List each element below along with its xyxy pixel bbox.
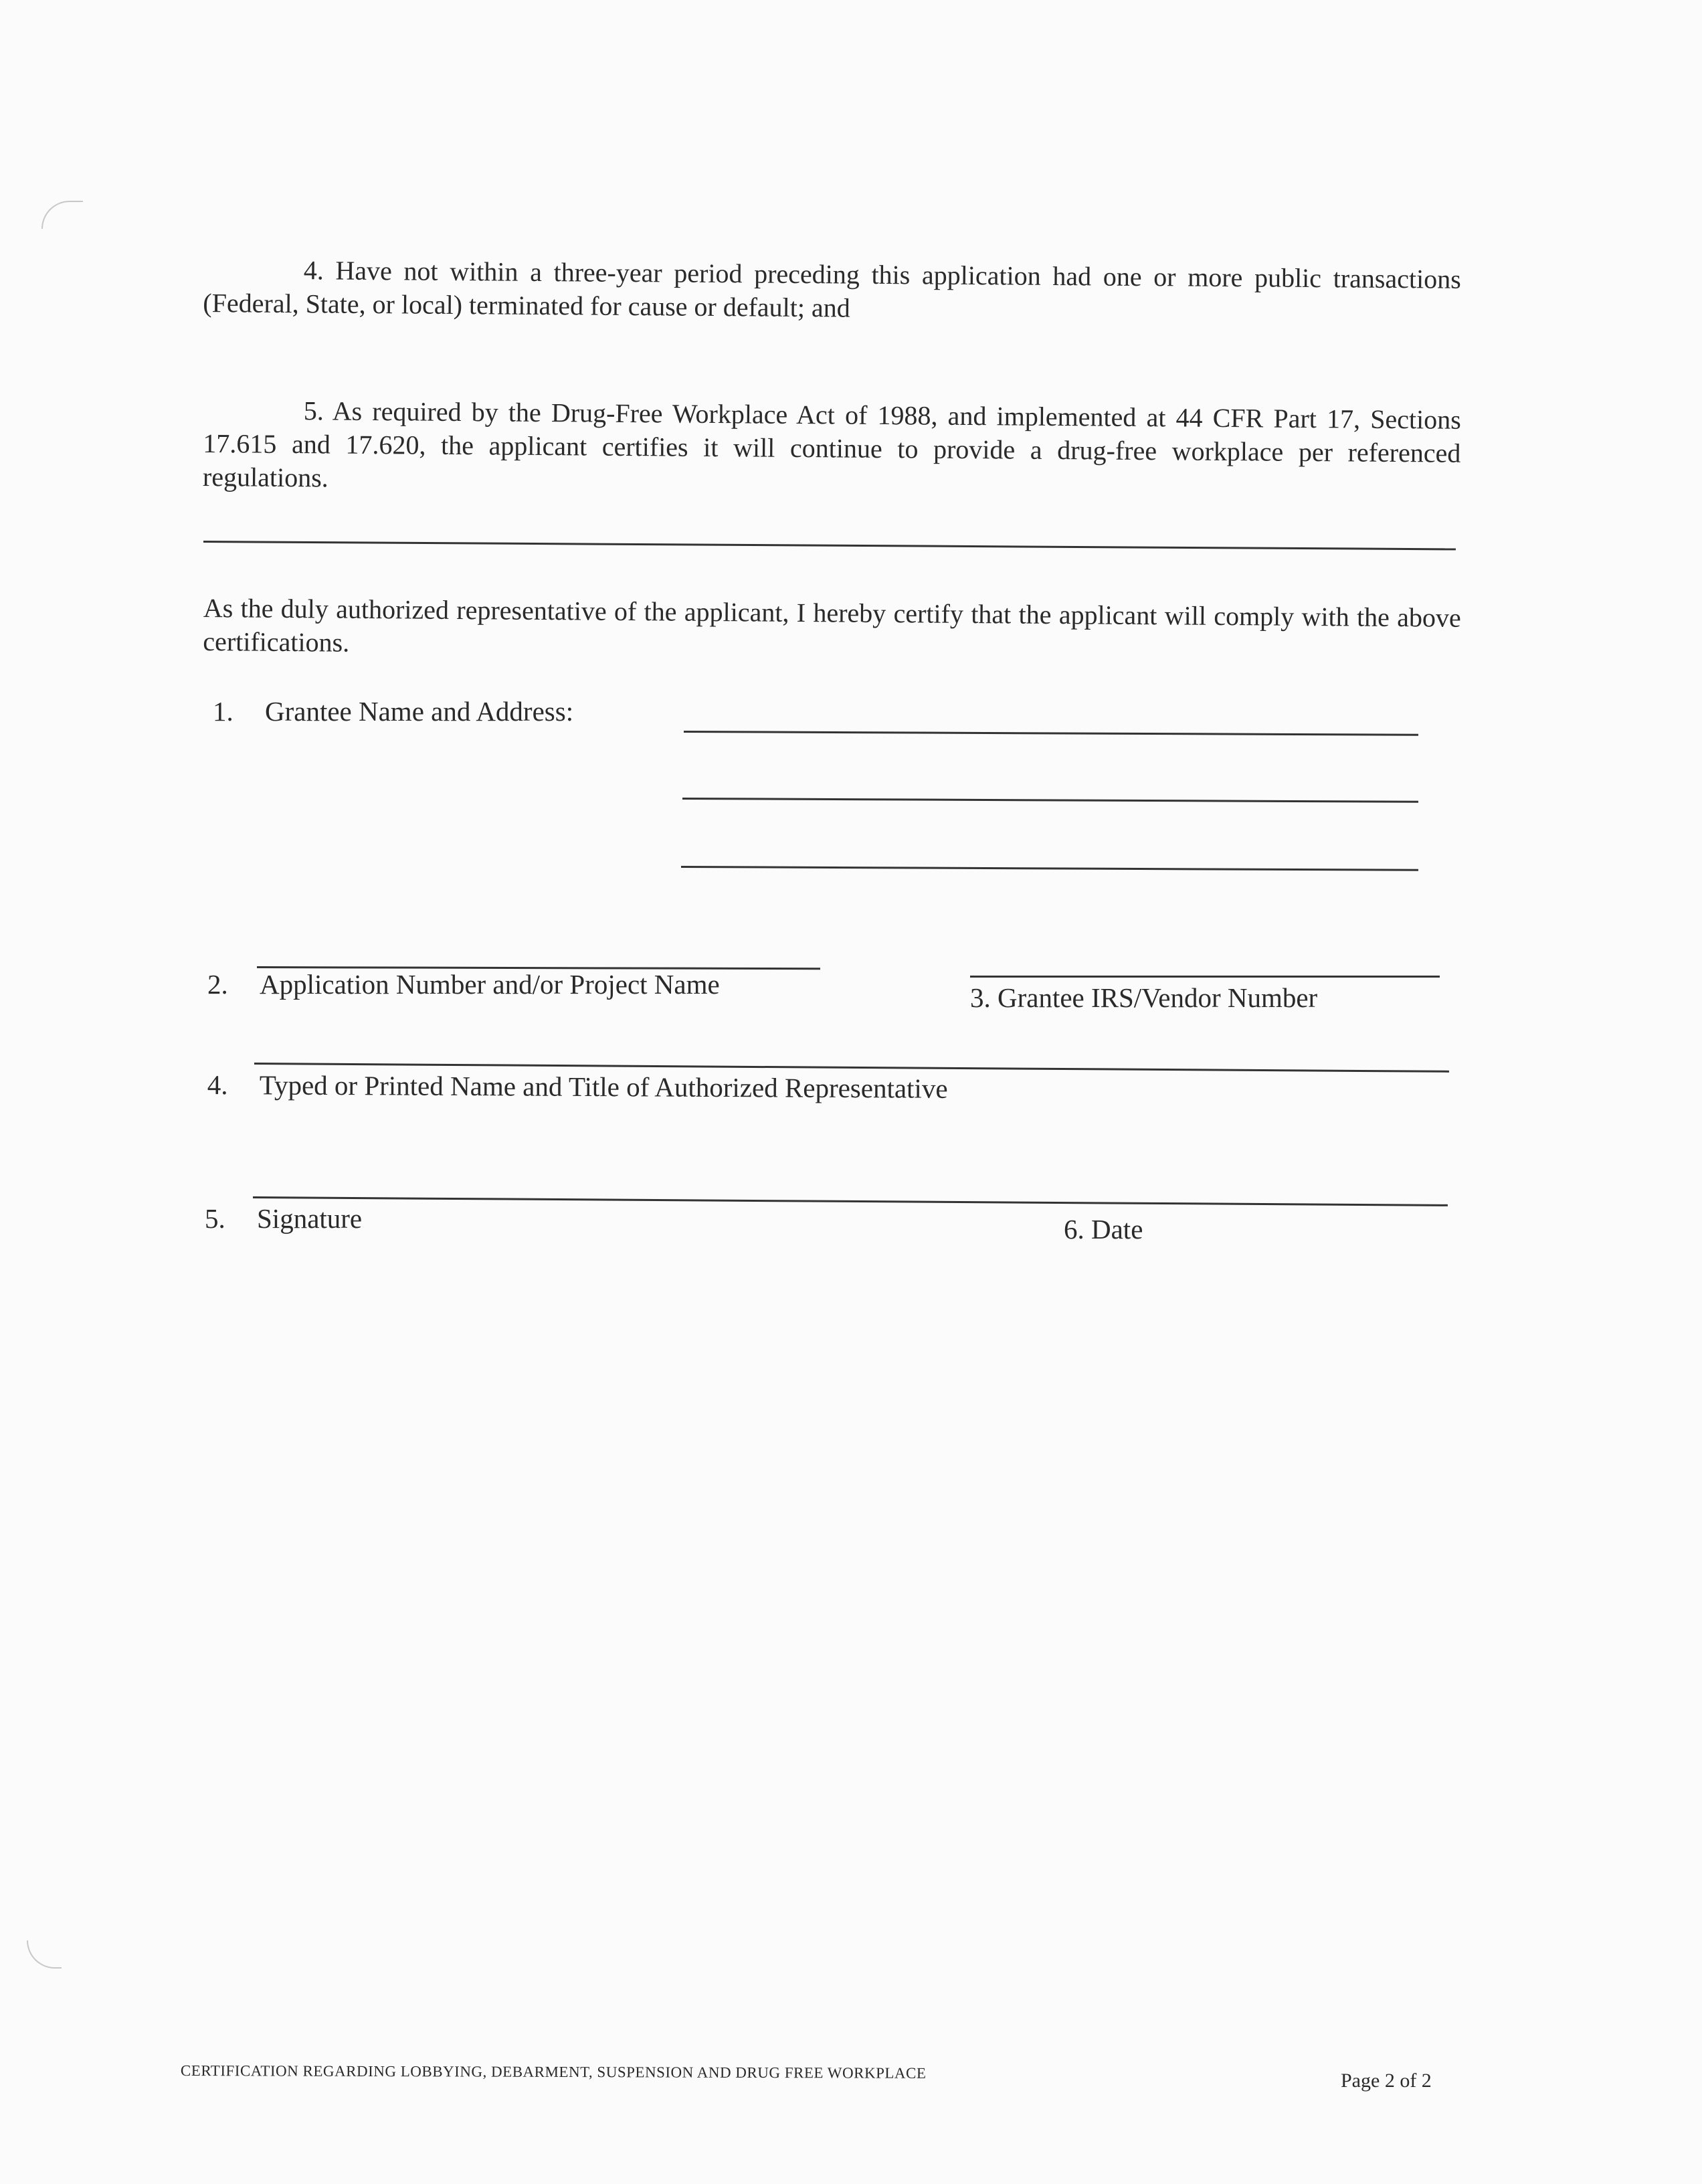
field-number: 1. [213,696,233,727]
field-number: 4. [207,1069,228,1101]
field-number: 2. [207,969,228,1000]
grantee-address-line-2[interactable] [682,798,1418,803]
field-label: Typed or Printed Name and Title of Authorized Representative [259,1069,948,1104]
certification-item-4: 4. Have not within a three-year period preceding this application had one or more public transactions (Federal, State, or local) terminated for cause or default; and [203,255,1461,323]
field-label: Grantee Name and Address: [265,696,574,727]
vendor-number-label: 3. Grantee IRS/Vendor Number [970,982,1318,1013]
date-label: 6. Date [1064,1214,1143,1245]
field-label: Application Number and/or Project Name [260,969,720,1000]
signature-date-line[interactable] [253,1196,1448,1206]
field-label: Signature [257,1203,363,1234]
vendor-number-line[interactable] [970,976,1440,978]
grantee-address-line-3[interactable] [681,866,1418,871]
scan-artifact-bottom [27,1940,62,1969]
footer-form-title: CERTIFICATION REGARDING LOBBYING, DEBARMENT, SUSPENSION AND DRUG FREE WORKPLACE [180,2062,927,2082]
field-number: 5. [205,1203,225,1234]
signature-label [205,1202,362,1235]
footer-page-number: Page 2 of 2 [1341,2070,1432,2092]
grantee-name-address-label [213,695,573,728]
certification-item-5: 5. As required by the Drug-Free Workplace Act of 1988, and implemented at 44 CFR Part 17, Sections 17.615 and 17.620, the applicant certifies it will continue to provide a drug-free workplace per referenced regulations. [202,395,1461,493]
grantee-address-line-1[interactable] [684,731,1418,736]
application-number-label [207,968,720,1001]
scan-artifact-top [41,201,83,229]
certification-statement: As the duly authorized representative of the applicant, I hereby certify that the applicant will comply with the above certifications. [203,592,1461,658]
authorized-rep-label [207,1068,948,1105]
section-divider [203,541,1456,550]
